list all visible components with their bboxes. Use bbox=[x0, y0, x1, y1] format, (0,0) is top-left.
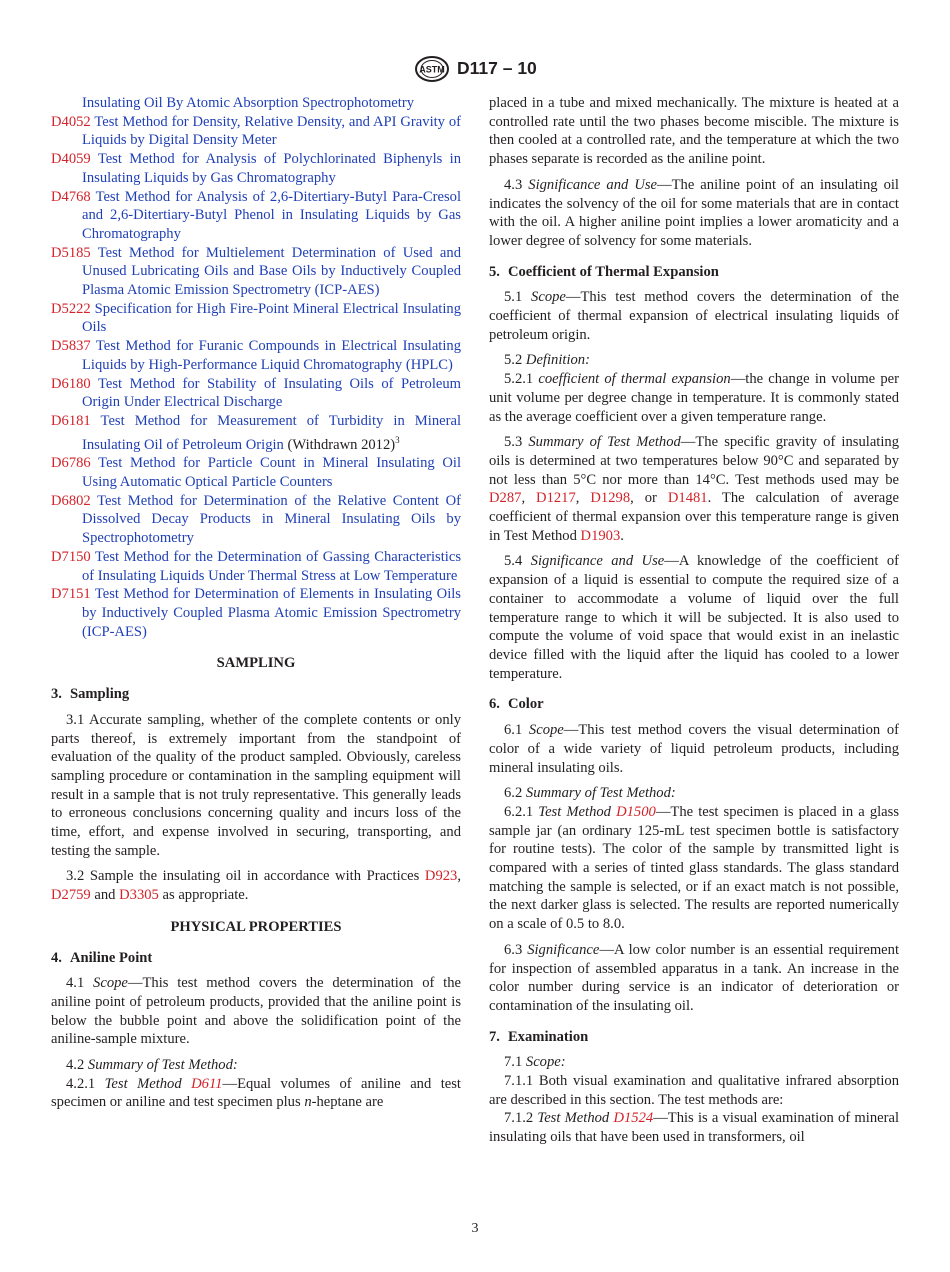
astm-logo-icon bbox=[414, 56, 450, 82]
paragraph-3-1: 3.1 Accurate sampling, whether of the complete contents or only parts thereof, is extremely important from the standpoint of evaluation of the quality of the product sampled. Obviously, careless sampling procedure or contamination in the sampling equipment will result in a sample that is not truly representative. This generally leads to erroneous conclusions concerning quality and incurs loss of the time, effort, and expense involved in securing, transporting, and testing the sample. bbox=[51, 711, 461, 859]
paragraph-5-3: 5.3 Summary of Test Method—The specific gravity of insulating oils is determined at two temperatures below 90°C and separated by not less than 5°C nor more than 14°C. Test methods used may be D287, D1217, D1298, or D1481. The calculation of average coefficient of thermal expansion over this temperature range is given in Test Method D1903. bbox=[489, 434, 900, 544]
ref-item bbox=[51, 300, 461, 337]
section-7-heading bbox=[489, 1028, 899, 1047]
section-3-heading bbox=[51, 685, 461, 704]
section-title: Color bbox=[507, 696, 544, 713]
ref-code-link[interactable]: D5185 bbox=[51, 244, 91, 261]
ref-title[interactable]: Test Method for Measurement of Turbidity in Mineral Insulating Oil of Petroleum Origin bbox=[82, 412, 461, 453]
svg-text:ASTM: ASTM bbox=[419, 64, 445, 75]
left-column bbox=[51, 94, 461, 1112]
ref-item bbox=[51, 548, 461, 585]
ref-item bbox=[51, 113, 461, 150]
ref-withdrawn-note: (Withdrawn 2012) bbox=[287, 436, 396, 453]
practice-link-d3305[interactable]: D3305 bbox=[119, 887, 159, 904]
ref-title[interactable]: Test Method for Stability of Insulating Oils of Petroleum Origin Under Electrical Discharge bbox=[82, 375, 461, 411]
paragraph-4-2: 4.2 Summary of Test Method: bbox=[66, 1057, 238, 1074]
page-number: 3 bbox=[471, 1221, 479, 1236]
ref-code-link[interactable]: D6786 bbox=[51, 455, 91, 472]
section-5-heading bbox=[489, 263, 899, 282]
test-method-link-d287[interactable]: D287 bbox=[489, 490, 522, 507]
section-number: 3. bbox=[51, 686, 62, 703]
test-method-link-d611[interactable]: D611 bbox=[191, 1075, 223, 1092]
ref-item bbox=[51, 244, 461, 300]
paragraph-4-2-1: 4.2.1 Test Method D611—Equal volumes of aniline and test specimen or aniline and test specimen plus n-heptane are bbox=[51, 1075, 461, 1111]
ref-code-link[interactable]: D7150 bbox=[51, 548, 91, 565]
paragraph-6-2-1: 6.2.1 Test Method D1500—The test specimen is placed in a glass sample jar (an ordinary 125-mL test specimen bottle is satisfactory for routine tests). The color of the sample by transmitted light is compared with a series of tinted glass standards. The glass standard matching the sample is selected, or if an exact match is not possible, the next darker glass is selected. The results are reported numerically on a scale of 0.5 to 8.0. bbox=[489, 803, 900, 933]
section-number: 5. bbox=[489, 263, 500, 280]
section-4-heading bbox=[51, 949, 461, 968]
ref-code-link[interactable]: D4768 bbox=[51, 188, 91, 205]
ref-title[interactable]: Test Method for the Determination of Gassing Characteristics of Insulating Liquids Under Thermal Stress at Low Temperature bbox=[82, 548, 461, 584]
paragraph-7-1-1: 7.1.1 Both visual examination and qualitative infrared absorption are described in this section. The test methods are: bbox=[489, 1073, 899, 1108]
document-designation: D117 – 10 bbox=[457, 58, 537, 78]
ref-item bbox=[51, 585, 461, 641]
section-6-heading bbox=[489, 695, 899, 714]
test-method-link-d1524[interactable]: D1524 bbox=[613, 1110, 654, 1127]
section-number: 7. bbox=[489, 1028, 500, 1045]
ref-item bbox=[51, 412, 461, 454]
ref-code-link[interactable]: D6181 bbox=[51, 412, 91, 429]
ref-title[interactable]: Test Method for Particle Count in Mineral Insulating Oil Using Automatic Optical Particle Counters bbox=[82, 455, 462, 491]
ref-code-link[interactable]: D4052 bbox=[51, 113, 91, 130]
section-title: Aniline Point bbox=[69, 949, 153, 966]
section-number: 4. bbox=[51, 949, 62, 966]
ref-title[interactable]: Specification for High Fire-Point Mineral Electrical Insulating Oils bbox=[82, 300, 461, 336]
referenced-documents-list bbox=[51, 94, 461, 641]
ref-item bbox=[51, 454, 461, 491]
ref-code-link[interactable]: D6180 bbox=[51, 375, 91, 392]
ref-code-link[interactable]: D7151 bbox=[51, 586, 91, 603]
paragraph-4-1: 4.1 Scope—This test method covers the determination of the aniline point of petroleum products, provided that the aniline point is below the bubble point and above the solidification point of the aniline-sample mixture. bbox=[51, 975, 461, 1048]
paragraph-7-1-2: 7.1.2 Test Method D1524—This is a visual examination of mineral insulating oils that have been used in transformers, oil bbox=[489, 1110, 899, 1146]
ref-item bbox=[51, 492, 461, 548]
ref-code-link[interactable]: D5837 bbox=[51, 338, 91, 355]
paragraph-4-2-1-continued: placed in a tube and mixed mechanically. The mixture is heated at a controlled rate until the two phases become miscible. The mixture is then cooled at a controlled rate, and the temperature at which the two phases separate is recorded as the aniline point. bbox=[489, 95, 899, 168]
section-title: Examination bbox=[507, 1028, 589, 1045]
footnote-ref: 3 bbox=[395, 434, 400, 445]
paragraph-5-4: 5.4 Significance and Use—A knowledge of the coefficient of expansion of a liquid is essential to compute the required size of a container to accommodate a volume of liquid over the full temperature range to which it will be subjected. It is also used to compute the volume of void space that would exist in an inelastic device filled with the liquid after the liquid has cooled to a lower temperature. bbox=[489, 553, 899, 682]
test-method-link-d1500[interactable]: D1500 bbox=[616, 803, 656, 820]
test-method-link-d1903[interactable]: D1903 bbox=[580, 527, 621, 544]
practice-link-d2759[interactable]: D2759 bbox=[51, 887, 91, 904]
paragraph-6-1: 6.1 Scope—This test method covers the visual determination of color of a wide variety of liquid petroleum products, including mineral insulating oils. bbox=[489, 722, 899, 776]
test-method-link-d1481[interactable]: D1481 bbox=[667, 490, 708, 507]
section-number: 6. bbox=[489, 696, 500, 713]
sampling-heading: SAMPLING bbox=[216, 655, 296, 672]
test-method-link-d1298[interactable]: D1298 bbox=[590, 490, 631, 507]
paragraph-6-2: 6.2 Summary of Test Method: bbox=[504, 785, 676, 802]
ref-title[interactable]: Test Method for Analysis of Polychlorinated Biphenyls in Insulating Liquids by Gas Chromatography bbox=[82, 151, 462, 186]
ref-item bbox=[51, 150, 461, 187]
ref-code-link[interactable]: D5222 bbox=[51, 300, 91, 317]
ref-item bbox=[51, 188, 461, 244]
paragraph-5-2: 5.2 Definition: bbox=[504, 352, 590, 369]
section-title: Sampling bbox=[69, 686, 130, 703]
ref-title[interactable]: Test Method for Determination of the Relative Content Of Dissolved Decay Products in Mineral Insulating Oils by Spectrophotometry bbox=[82, 492, 461, 547]
ref-title[interactable]: Test Method for Multielement Determination of Used and Unused Lubricating Oils and Base Oils by Inductively Coupled Plasma Atomic Emission Spectrometry (ICP-AES) bbox=[82, 244, 461, 299]
ref-title[interactable]: Test Method for Furanic Compounds in Electrical Insulating Liquids by High-Performance Liquid Chromatography (HPLC) bbox=[82, 338, 462, 373]
page-header bbox=[0, 56, 950, 82]
paragraph-3-2: 3.2 Sample the insulating oil in accordance with Practices D923, D2759 and D3305 as appropriate. bbox=[51, 868, 462, 904]
paragraph-4-3: 4.3 Significance and Use—The aniline point of an insulating oil indicates the solvency of the oil for some materials that are in contact with the oil. A higher aniline point implies a lower aromaticity and a lower degree of solvency for some materials. bbox=[489, 176, 899, 249]
test-method-link-d1217[interactable]: D1217 bbox=[536, 490, 576, 507]
paragraph-7-1: 7.1 Scope: bbox=[504, 1054, 566, 1071]
paragraph-6-3: 6.3 Significance—A low color number is an essential requirement for inspection of assembled apparatus in a tank. An increase in the color number during service is an indicator of deterioration or contamination of the insulating oil. bbox=[489, 941, 899, 1014]
practice-link-d923[interactable]: D923 bbox=[424, 868, 458, 885]
ref-title[interactable]: Test Method for Determination of Elements in Insulating Oils by Inductively Coupled Plasma Atomic Emission Spectrometry (ICP-AES) bbox=[82, 586, 461, 640]
right-column bbox=[489, 94, 899, 1147]
ref-item bbox=[51, 94, 461, 113]
ref-title: Insulating Oil By Atomic Absorption Spectrophotometry bbox=[82, 95, 414, 111]
ref-item bbox=[51, 375, 461, 412]
ref-item bbox=[51, 337, 461, 374]
physical-properties-heading: PHYSICAL PROPERTIES bbox=[170, 918, 342, 935]
section-title: Coefficient of Thermal Expansion bbox=[507, 263, 719, 280]
ref-title[interactable]: Test Method for Density, Relative Density, and API Gravity of Liquids by Digital Density Meter bbox=[82, 113, 461, 149]
paragraph-5-1: 5.1 Scope—This test method covers the determination of the coefficient of thermal expansion of electrical insulating liquids of petroleum origin. bbox=[489, 289, 899, 343]
paragraph-5-2-1: 5.2.1 coefficient of thermal expansion—the change in volume per unit volume per degree change in temperature. It is commonly stated as the average coefficient over a given temperature range. bbox=[489, 371, 899, 425]
ref-code-link[interactable]: D6802 bbox=[51, 492, 91, 509]
ref-code-link[interactable]: D4059 bbox=[51, 151, 91, 168]
ref-title[interactable]: Test Method for Analysis of 2,6-Ditertiary-Butyl Para-Cresol and 2,6-Ditertiary-Butyl Phenol in Insulating Liquids by Gas Chromatography bbox=[82, 188, 461, 242]
